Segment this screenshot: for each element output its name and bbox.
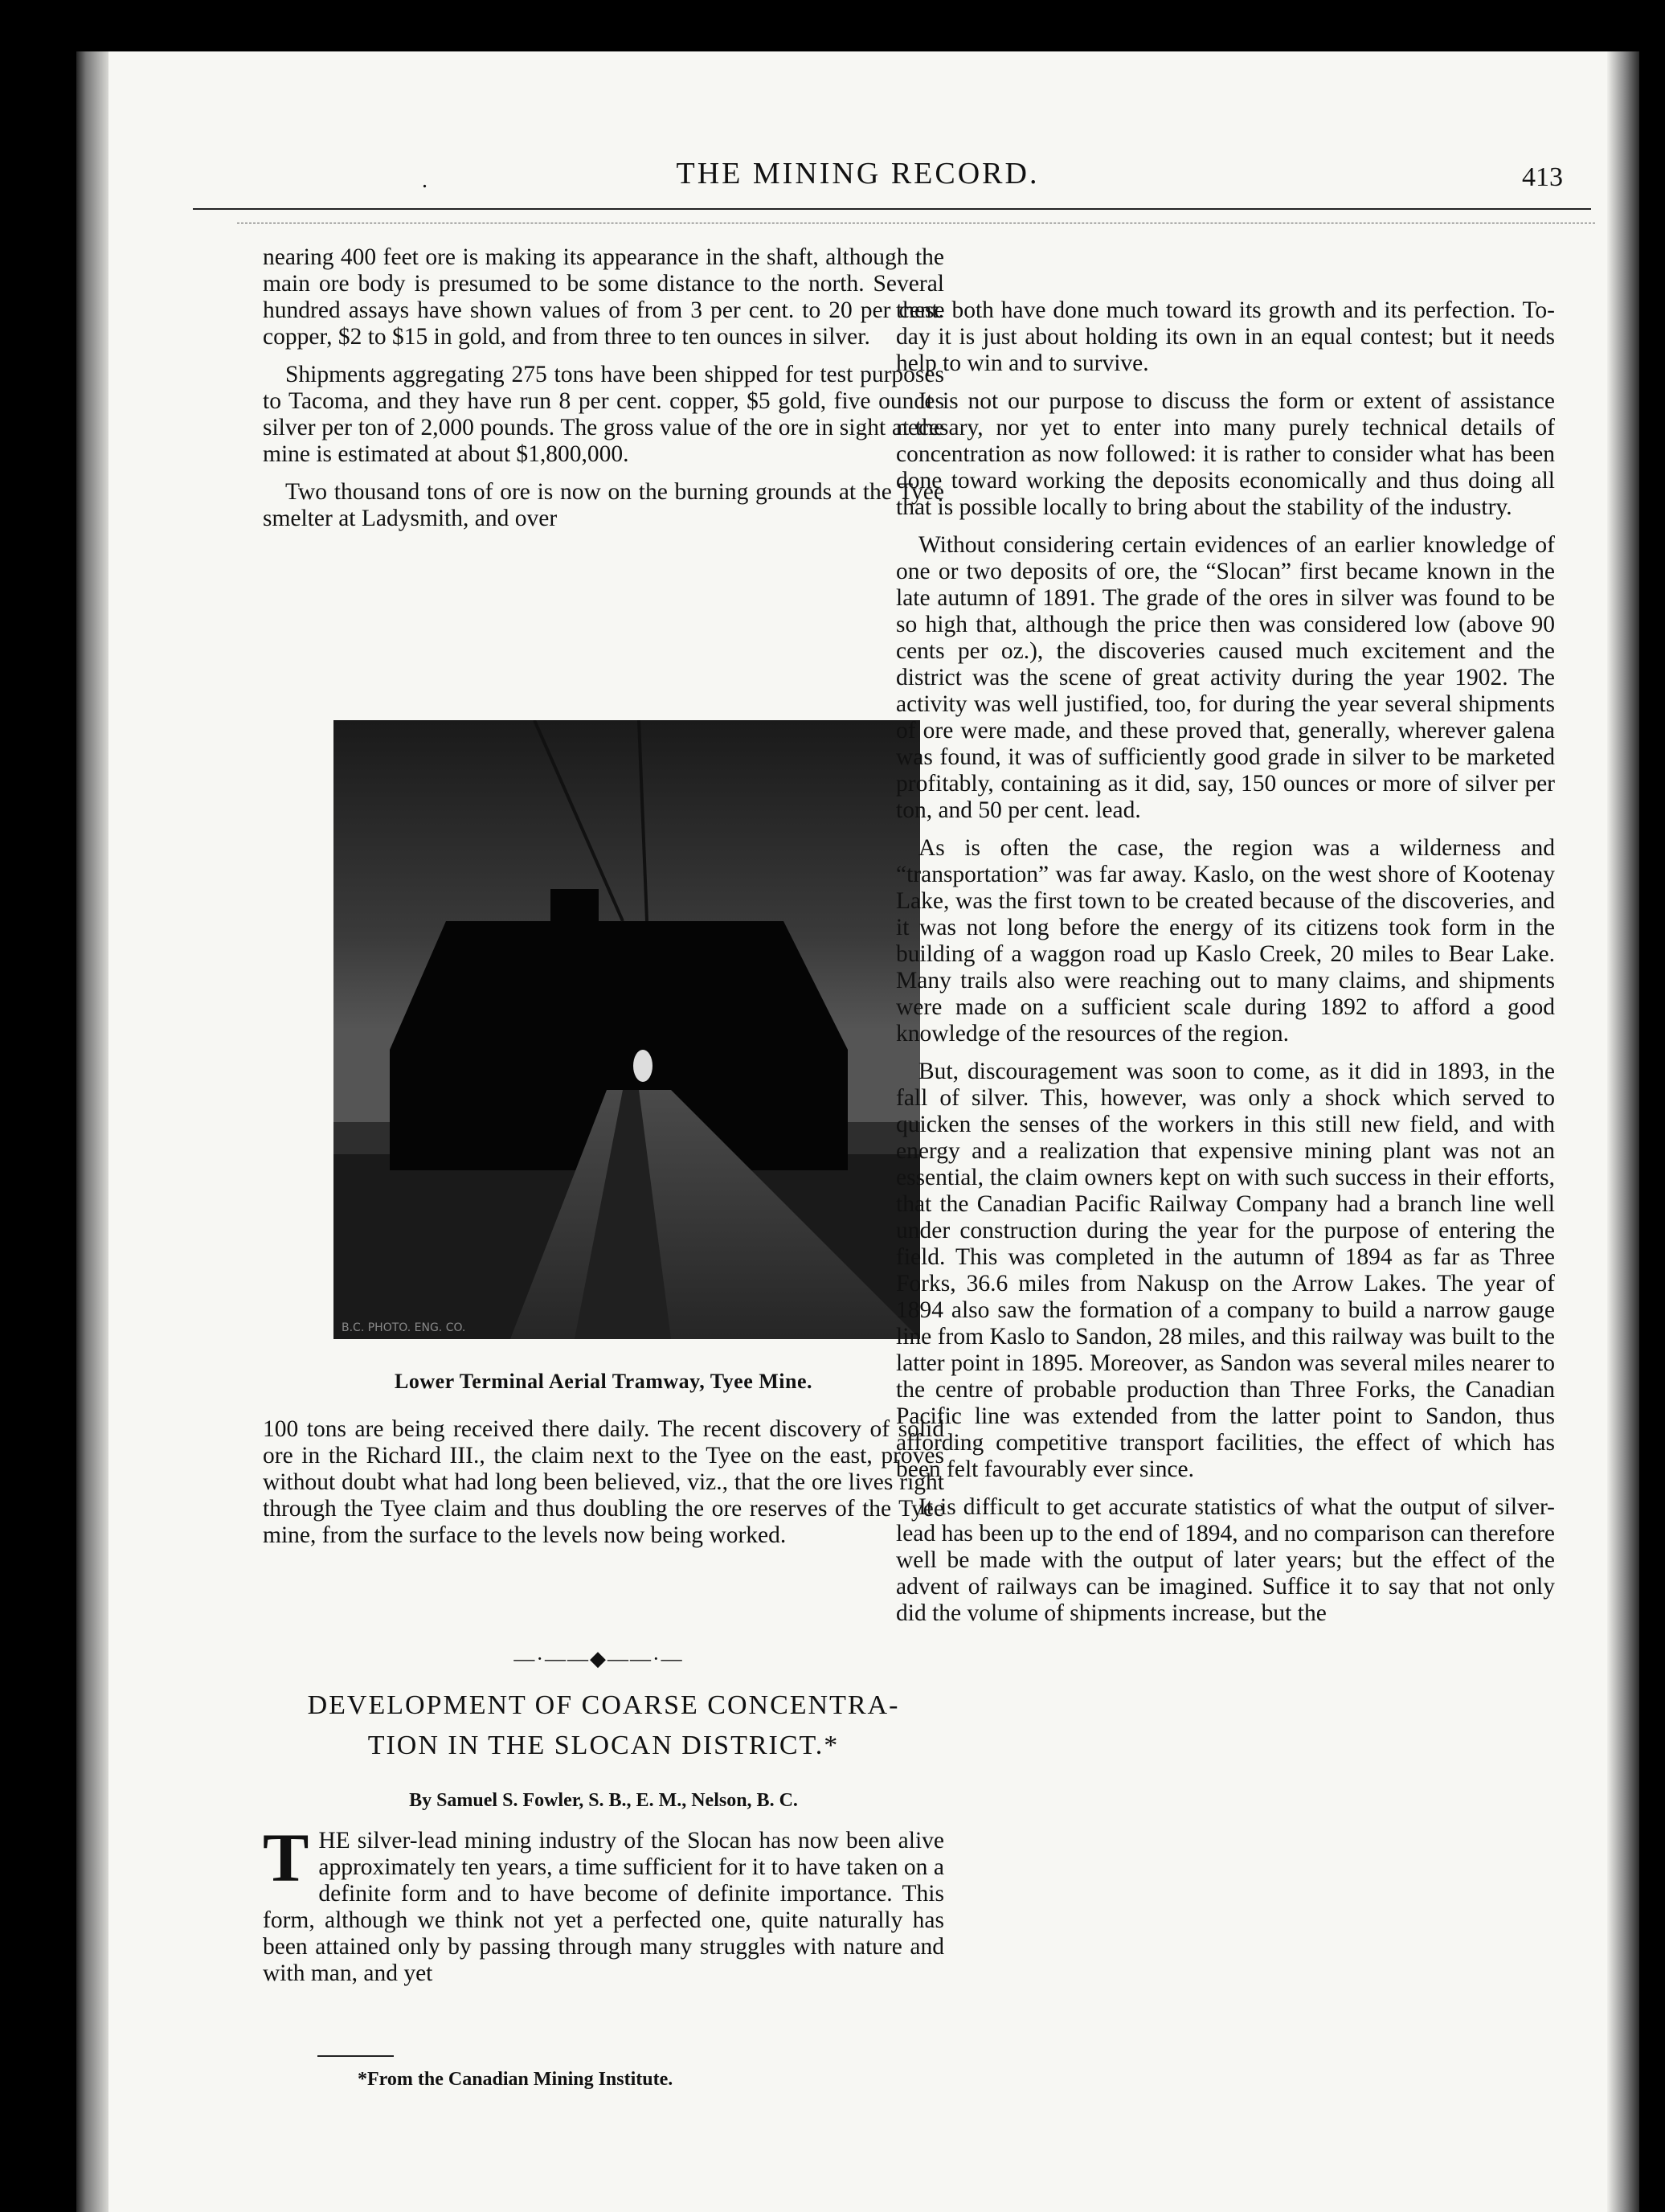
left-paragraph-4: 100 tons are being received there daily. The recent discovery of solid ore in the Richard III., the claim next to the Tyee on the east, proves without doubt what had long been believed, viz., that the ore lives right through the Tyee claim and thus doubling the ore reserves of the Tyee mine, from the surface to the levels now being worked. bbox=[263, 1416, 944, 1548]
tramway-photo bbox=[333, 720, 920, 1339]
left-paragraph-1: nearing 400 feet ore is making its appearance in the shaft, although the main ore body is presumed to be some distance to the north. Several hundred assays have shown values of from 3 per cent. to 20 per cent. copper, $2 to $15 in gold, and from three to ten ounces in silver. bbox=[263, 244, 944, 350]
right-paragraph-5: But, discouragement was soon to come, as it did in 1893, in the fall of silver. This, however, was only a shock which served to quicken the senses of the workers in this still new field, and with energy and a realization that expensive mining plant was not an essential, the claim owners kept on with such success in their efforts, that the Canadian Pacific Railway Company had a branch line well under construction during the year for the purpose of entering the field. This was completed in the autumn of 1894 as far as Three Forks, 36.6 miles from Nakusp on the Arrow Lakes. The year of 1894 also saw the formation of a company to build a narrow gauge line from Kaslo to Sandon, 28 miles, and this railway was built to the latter point in 1895. Moreover, as Sandon was several miles nearer to the centre of probable production than Three Forks, the Canadian Pacific line was extended from the latter point to Sandon, thus affording competitive transport facilities, the effect of which has been felt favourably ever since. bbox=[896, 1059, 1555, 1482]
article-opening bbox=[263, 1819, 944, 1987]
binding-shadow bbox=[76, 51, 108, 2212]
article-title-line-1: DEVELOPMENT OF COARSE CONCENTRA- bbox=[307, 1690, 900, 1720]
right-column bbox=[896, 297, 1555, 1638]
article-byline: By Samuel S. Fowler, S. B., E. M., Nelson, B. C. bbox=[409, 1790, 798, 1811]
footnote-rule bbox=[317, 2055, 394, 2057]
running-title: THE MINING RECORD. bbox=[676, 157, 1040, 190]
tramway-photo-image bbox=[333, 720, 920, 1339]
page-edge bbox=[1607, 51, 1639, 2212]
photo-credit: B.C. PHOTO. ENG. CO. bbox=[342, 1321, 466, 1334]
footnote: *From the Canadian Mining Institute. bbox=[358, 2069, 673, 2090]
section-ornament: —·——◆——·— bbox=[513, 1647, 684, 1670]
right-paragraph-2: It is not our purpose to discuss the form or extent of assistance necesary, nor yet to enter into many purely technical details of concentration as now followed: it is rather to consider what has been done toward working the deposits economically and thus doing all that is possible locally to bring about the stability of the industry. bbox=[896, 388, 1555, 520]
header-dot: . bbox=[422, 168, 428, 193]
article-opening-text: HE silver-lead mining industry of the Slocan has now been alive approximately ten years, a time sufficient for it to have taken on a definite form and to have become of definite importance. This form, although we think not yet a perfected one, quite naturally has been attained only by passing through many struggles with nature and with man, and yet bbox=[263, 1828, 944, 1986]
article-title-line-2: TION IN THE SLOCAN DISTRICT.* bbox=[367, 1731, 840, 1760]
right-paragraph-4: As is often the case, the region was a wilderness and “transportation” was far away. Kaslo, on the west shore of Kootenay Lake, was the first town to be created because of the discoveries, and it was not long before the energy of its citizens took form in the building of a waggon road up Kaslo Creek, 20 miles to Bear Lake. Many trails also were reaching out to many claims, and shipments were made on a sufficient scale during 1892 to afford a good knowledge of the resources of the region. bbox=[896, 835, 1555, 1047]
right-paragraph-3: Without considering certain evidences of an earlier knowledge of one or two deposits of ore, the “Slocan” first became known in the late autumn of 1891. The grade of the ores in silver was found to be so high that, although the price then was considered low (above 90 cents per oz.), the discoveries caused much excitement and the district was the scene of great activity during the year 1902. The activity was well justified, too, for during the year several shipments of ore were made, and these proved that, generally, wherever galena was found, it was of sufficiently good grade in silver to be marketed profitably, containing as it did, say, 150 ounces or more of silver per ton, and 50 per cent. lead. bbox=[896, 532, 1555, 823]
right-paragraph-6: It is difficult to get accurate statistics of what the output of silver-lead has been up to the end of 1894, and no comparison can therefore well be made with the output of later years; but the effect of the advent of railways can be imagined. Suffice it to say that not only did the volume of shipments increase, but the bbox=[896, 1494, 1555, 1626]
figure-caption: Lower Terminal Aerial Tramway, Tyee Mine. bbox=[395, 1370, 812, 1393]
page-number: 413 bbox=[1522, 162, 1563, 192]
left-paragraph-3: Two thousand tons of ore is now on the burning grounds at the Tyee smelter at Ladysmith, and over bbox=[263, 479, 944, 531]
article-title bbox=[263, 1686, 944, 1766]
left-column-continuation bbox=[263, 1416, 944, 1560]
drop-cap: T bbox=[263, 1819, 309, 1896]
header-rule bbox=[193, 208, 1591, 210]
journal-page bbox=[76, 51, 1639, 2212]
left-column bbox=[263, 244, 944, 543]
left-paragraph-2: Shipments aggregating 275 tons have been shipped for test purposes to Tacoma, and they have run 8 per cent. copper, $5 gold, five ounces silver per ton of 2,000 pounds. The gross value of the ore in sight at the mine is estimated at about $1,800,000. bbox=[263, 362, 944, 467]
right-paragraph-1: these both have done much toward its growth and its perfection. To-day it is just about holding its own in an equal contest; but it needs help to win and to survive. bbox=[896, 297, 1555, 376]
